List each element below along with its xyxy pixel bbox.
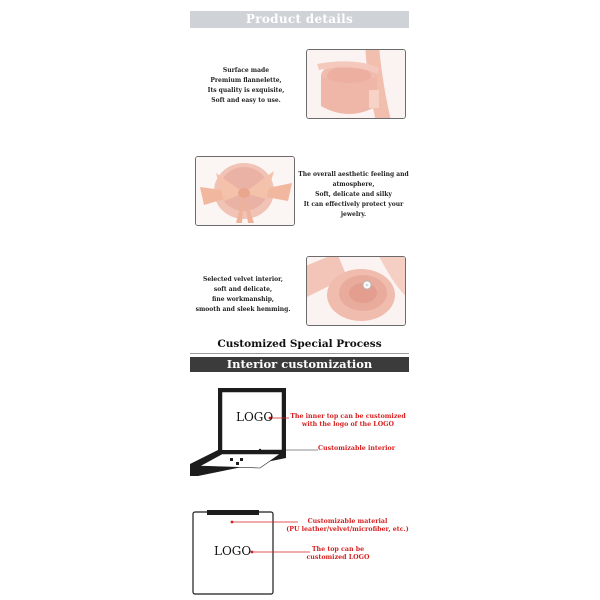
velvet-interior-ring-image bbox=[307, 257, 405, 325]
interior-customization-banner: Interior customization bbox=[190, 357, 409, 372]
feature-2-line: It can effectively protect your bbox=[303, 201, 404, 208]
feature-2-line: jewelry. bbox=[340, 211, 367, 218]
feature-2-text bbox=[298, 170, 409, 220]
feature-3-line: fine workmanship, bbox=[211, 296, 275, 303]
feature-2-line: atmosphere, bbox=[332, 181, 375, 188]
bow-box-image bbox=[196, 157, 294, 225]
material-callout-line: (PU leather/velvet/microfiber, etc.) bbox=[286, 526, 409, 533]
feature-1-line: Its quality is exquisite, bbox=[207, 87, 285, 94]
top-logo-callout bbox=[298, 546, 378, 562]
top-logo: LOGO bbox=[214, 544, 252, 558]
top-logo-callout-line: customized LOGO bbox=[306, 554, 370, 561]
feature-3-line: soft and delicate, bbox=[213, 286, 273, 293]
inner-top-callout bbox=[287, 413, 409, 429]
feature-2-line: The overall aesthetic feeling and bbox=[298, 171, 409, 178]
feature-3-line: smooth and sleek hemming. bbox=[195, 306, 291, 313]
interior-callout: Customizable interior bbox=[318, 445, 396, 452]
process-heading: Customized Special Process bbox=[217, 338, 382, 350]
product-page bbox=[190, 0, 409, 600]
feature-3-text bbox=[193, 275, 293, 315]
velvet-interior-ring-photo bbox=[306, 256, 406, 326]
velvet-box-closeup-image bbox=[307, 50, 405, 118]
feature-1-line: Soft and easy to use. bbox=[211, 97, 281, 104]
inner-top-callout-line: with the logo of the LOGO bbox=[301, 421, 395, 428]
inner-top-logo: LOGO bbox=[236, 410, 274, 424]
feature-3-line: Selected velvet interior, bbox=[202, 276, 283, 283]
material-callout bbox=[286, 518, 409, 534]
heading-divider bbox=[190, 353, 409, 354]
velvet-box-closeup-photo bbox=[306, 49, 406, 119]
top-logo-callout-line: The top can be bbox=[311, 546, 365, 553]
feature-1-text bbox=[196, 66, 296, 106]
inner-top-callout-line: The inner top can be customized bbox=[290, 413, 406, 420]
feature-1-line: Surface made bbox=[222, 67, 270, 74]
material-callout-line: Customizable material bbox=[307, 518, 388, 525]
feature-2-line: Soft, delicate and silky bbox=[315, 191, 392, 198]
open-box-diagram bbox=[190, 380, 409, 480]
feature-1-line: Premium flannelette, bbox=[210, 77, 282, 84]
bow-box-photo bbox=[195, 156, 295, 226]
product-details-banner: Product details bbox=[190, 11, 409, 28]
